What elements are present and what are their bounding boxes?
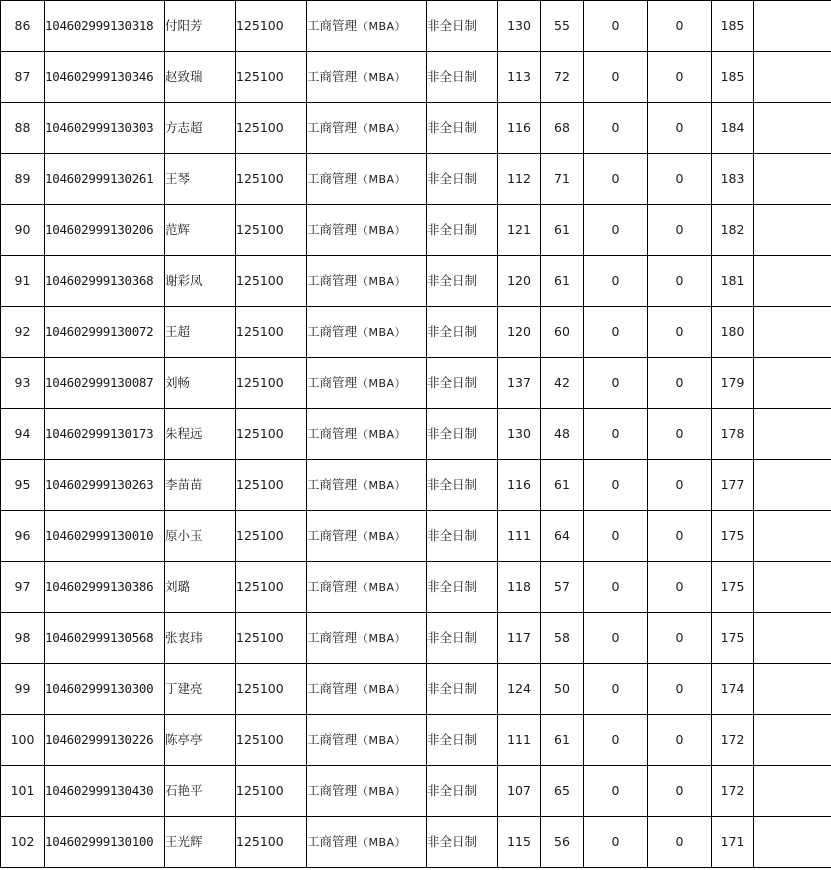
cell-total-score: 178 [712,409,754,460]
cell-empty [754,1,831,52]
cell-score-3: 0 [584,766,648,817]
major-degree-suffix: （MBA） [357,682,407,696]
cell-empty [754,307,831,358]
cell-score-2: 61 [541,256,584,307]
cell-seq: 88 [1,103,45,154]
cell-score-1: 120 [498,307,541,358]
cell-exam-number: 104602999130226 [45,715,165,766]
cell-score-1: 113 [498,52,541,103]
cell-seq: 91 [1,256,45,307]
cell-score-4: 0 [648,817,712,868]
cell-total-score: 181 [712,256,754,307]
cell-exam-number: 104602999130346 [45,52,165,103]
cell-name: 丁建亮 [165,664,236,715]
cell-score-2: 60 [541,307,584,358]
table-row [1,103,831,154]
major-degree-suffix: （MBA） [357,478,407,492]
major-degree-suffix: （MBA） [357,19,407,33]
cell-score-4: 0 [648,460,712,511]
cell-empty [754,613,831,664]
cell-seq: 97 [1,562,45,613]
cell-major-code: 125100 [236,511,307,562]
cell-score-1: 120 [498,256,541,307]
cell-name: 刘畅 [165,358,236,409]
cell-score-4: 0 [648,256,712,307]
cell-major-code: 125100 [236,613,307,664]
cell-major-name: 工商管理（MBA） [307,205,427,256]
cell-seq: 92 [1,307,45,358]
cell-score-2: 56 [541,817,584,868]
major-degree-suffix: （MBA） [357,70,407,84]
major-degree-suffix: （MBA） [357,733,407,747]
cell-score-4: 0 [648,766,712,817]
cell-major-code: 125100 [236,307,307,358]
cell-score-2: 57 [541,562,584,613]
cell-exam-number: 104602999130568 [45,613,165,664]
cell-empty [754,358,831,409]
cell-score-4: 0 [648,409,712,460]
cell-empty [754,562,831,613]
cell-study-mode: 非全日制 [427,715,498,766]
cell-major-name: 工商管理（MBA） [307,358,427,409]
cell-empty [754,409,831,460]
major-degree-suffix: （MBA） [357,580,407,594]
cell-major-name: 工商管理（MBA） [307,766,427,817]
major-degree-suffix: （MBA） [357,121,407,135]
cell-score-3: 0 [584,307,648,358]
cell-total-score: 175 [712,511,754,562]
cell-major-code: 125100 [236,409,307,460]
cell-name: 范辉 [165,205,236,256]
table-row [1,256,831,307]
cell-empty [754,511,831,562]
cell-empty [754,817,831,868]
cell-name: 朱程远 [165,409,236,460]
cell-score-4: 0 [648,205,712,256]
table-row [1,307,831,358]
cell-score-3: 0 [584,664,648,715]
cell-seq: 102 [1,817,45,868]
cell-empty [754,205,831,256]
table-row [1,766,831,817]
cell-score-3: 0 [584,613,648,664]
cell-score-3: 0 [584,817,648,868]
cell-study-mode: 非全日制 [427,511,498,562]
major-degree-suffix: （MBA） [357,325,407,339]
cell-score-4: 0 [648,562,712,613]
cell-exam-number: 104602999130386 [45,562,165,613]
cell-exam-number: 104602999130010 [45,511,165,562]
cell-major-code: 125100 [236,154,307,205]
cell-score-3: 0 [584,358,648,409]
cell-total-score: 183 [712,154,754,205]
cell-total-score: 185 [712,52,754,103]
major-degree-suffix: （MBA） [357,784,407,798]
cell-exam-number: 104602999130318 [45,1,165,52]
cell-major-code: 125100 [236,715,307,766]
cell-empty [754,766,831,817]
cell-score-3: 0 [584,52,648,103]
cell-exam-number: 104602999130087 [45,358,165,409]
table-row [1,154,831,205]
cell-name: 赵致瑞 [165,52,236,103]
cell-empty [754,664,831,715]
cell-score-3: 0 [584,409,648,460]
cell-score-2: 61 [541,460,584,511]
cell-score-2: 42 [541,358,584,409]
cell-score-2: 65 [541,766,584,817]
cell-study-mode: 非全日制 [427,817,498,868]
major-degree-suffix: （MBA） [357,376,407,390]
cell-total-score: 175 [712,562,754,613]
cell-score-2: 68 [541,103,584,154]
cell-score-4: 0 [648,358,712,409]
cell-major-code: 125100 [236,103,307,154]
cell-name: 谢彩凤 [165,256,236,307]
cell-major-code: 125100 [236,817,307,868]
cell-score-1: 137 [498,358,541,409]
cell-major-name: 工商管理（MBA） [307,460,427,511]
cell-score-4: 0 [648,664,712,715]
cell-score-1: 116 [498,460,541,511]
cell-score-2: 50 [541,664,584,715]
cell-score-4: 0 [648,52,712,103]
cell-exam-number: 104602999130173 [45,409,165,460]
cell-total-score: 184 [712,103,754,154]
cell-score-2: 61 [541,715,584,766]
cell-name: 方志超 [165,103,236,154]
cell-total-score: 185 [712,1,754,52]
cell-score-4: 0 [648,1,712,52]
cell-total-score: 175 [712,613,754,664]
cell-name: 王超 [165,307,236,358]
cell-seq: 87 [1,52,45,103]
cell-major-name: 工商管理（MBA） [307,307,427,358]
cell-seq: 86 [1,1,45,52]
cell-major-code: 125100 [236,1,307,52]
cell-exam-number: 104602999130300 [45,664,165,715]
cell-total-score: 174 [712,664,754,715]
cell-total-score: 172 [712,715,754,766]
cell-score-1: 121 [498,205,541,256]
cell-name: 原小玉 [165,511,236,562]
table-row [1,409,831,460]
table-row [1,817,831,868]
cell-major-name: 工商管理（MBA） [307,613,427,664]
cell-total-score: 177 [712,460,754,511]
cell-major-code: 125100 [236,358,307,409]
table-row [1,562,831,613]
cell-score-2: 48 [541,409,584,460]
table-row [1,664,831,715]
cell-score-3: 0 [584,103,648,154]
cell-major-code: 125100 [236,766,307,817]
cell-empty [754,154,831,205]
cell-score-1: 130 [498,1,541,52]
cell-score-1: 107 [498,766,541,817]
cell-total-score: 182 [712,205,754,256]
cell-seq: 94 [1,409,45,460]
table-row [1,613,831,664]
cell-score-2: 55 [541,1,584,52]
cell-score-3: 0 [584,205,648,256]
cell-exam-number: 104602999130263 [45,460,165,511]
cell-score-2: 58 [541,613,584,664]
cell-major-code: 125100 [236,664,307,715]
cell-total-score: 172 [712,766,754,817]
cell-major-name: 工商管理（MBA） [307,715,427,766]
cell-study-mode: 非全日制 [427,664,498,715]
cell-major-name: 工商管理（MBA） [307,52,427,103]
cell-score-1: 112 [498,154,541,205]
cell-seq: 100 [1,715,45,766]
table-body [1,1,831,868]
cell-score-4: 0 [648,307,712,358]
cell-empty [754,256,831,307]
cell-name: 李苗苗 [165,460,236,511]
cell-name: 石艳平 [165,766,236,817]
cell-study-mode: 非全日制 [427,52,498,103]
cell-score-1: 116 [498,103,541,154]
cell-total-score: 179 [712,358,754,409]
cell-major-code: 125100 [236,562,307,613]
cell-study-mode: 非全日制 [427,103,498,154]
cell-total-score: 171 [712,817,754,868]
cell-study-mode: 非全日制 [427,256,498,307]
cell-major-code: 125100 [236,256,307,307]
cell-major-name: 工商管理（MBA） [307,817,427,868]
cell-seq: 90 [1,205,45,256]
cell-study-mode: 非全日制 [427,358,498,409]
cell-study-mode: 非全日制 [427,460,498,511]
cell-score-4: 0 [648,103,712,154]
table-row [1,460,831,511]
table-row [1,52,831,103]
cell-major-name: 工商管理（MBA） [307,1,427,52]
major-degree-suffix: （MBA） [357,631,407,645]
cell-exam-number: 104602999130072 [45,307,165,358]
major-degree-suffix: （MBA） [357,427,407,441]
cell-major-name: 工商管理（MBA） [307,664,427,715]
cell-study-mode: 非全日制 [427,154,498,205]
cell-exam-number: 104602999130303 [45,103,165,154]
cell-seq: 101 [1,766,45,817]
cell-exam-number: 104602999130100 [45,817,165,868]
cell-empty [754,460,831,511]
cell-name: 王琴 [165,154,236,205]
cell-score-1: 118 [498,562,541,613]
cell-score-2: 71 [541,154,584,205]
cell-total-score: 180 [712,307,754,358]
cell-score-3: 0 [584,256,648,307]
cell-study-mode: 非全日制 [427,613,498,664]
table-row [1,205,831,256]
major-degree-suffix: （MBA） [357,274,407,288]
cell-major-name: 工商管理（MBA） [307,256,427,307]
cell-study-mode: 非全日制 [427,562,498,613]
cell-score-4: 0 [648,154,712,205]
cell-score-3: 0 [584,715,648,766]
cell-score-4: 0 [648,715,712,766]
cell-seq: 89 [1,154,45,205]
cell-major-name: 工商管理（MBA） [307,103,427,154]
cell-name: 付阳芳 [165,1,236,52]
cell-name: 王光辉 [165,817,236,868]
cell-major-name: 工商管理（MBA） [307,154,427,205]
cell-empty [754,52,831,103]
cell-major-code: 125100 [236,460,307,511]
cell-score-1: 115 [498,817,541,868]
cell-empty [754,715,831,766]
cell-score-1: 111 [498,511,541,562]
major-degree-suffix: （MBA） [357,835,407,849]
cell-score-3: 0 [584,511,648,562]
cell-study-mode: 非全日制 [427,766,498,817]
table-row [1,715,831,766]
cell-major-name: 工商管理（MBA） [307,562,427,613]
cell-seq: 95 [1,460,45,511]
cell-study-mode: 非全日制 [427,205,498,256]
cell-name: 张衷玮 [165,613,236,664]
cell-empty [754,103,831,154]
cell-score-3: 0 [584,562,648,613]
cell-exam-number: 104602999130368 [45,256,165,307]
cell-score-1: 117 [498,613,541,664]
cell-name: 陈亭亭 [165,715,236,766]
cell-seq: 93 [1,358,45,409]
cell-seq: 99 [1,664,45,715]
cell-major-code: 125100 [236,205,307,256]
cell-major-name: 工商管理（MBA） [307,511,427,562]
cell-major-name: 工商管理（MBA） [307,409,427,460]
cell-exam-number: 104602999130430 [45,766,165,817]
table-row [1,358,831,409]
cell-score-3: 0 [584,1,648,52]
cell-score-2: 61 [541,205,584,256]
cell-name: 刘璐 [165,562,236,613]
cell-score-3: 0 [584,154,648,205]
cell-exam-number: 104602999130261 [45,154,165,205]
cell-study-mode: 非全日制 [427,307,498,358]
table-row [1,511,831,562]
major-degree-suffix: （MBA） [357,223,407,237]
cell-score-2: 64 [541,511,584,562]
cell-major-code: 125100 [236,52,307,103]
cell-score-1: 124 [498,664,541,715]
major-degree-suffix: （MBA） [357,529,407,543]
cell-score-3: 0 [584,460,648,511]
cell-score-1: 111 [498,715,541,766]
cell-seq: 98 [1,613,45,664]
cell-study-mode: 非全日制 [427,409,498,460]
table-row [1,1,831,52]
cell-exam-number: 104602999130206 [45,205,165,256]
cell-score-1: 130 [498,409,541,460]
cell-study-mode: 非全日制 [427,1,498,52]
cell-score-4: 0 [648,613,712,664]
cell-score-2: 72 [541,52,584,103]
cell-score-4: 0 [648,511,712,562]
major-degree-suffix: （MBA） [357,172,407,186]
cell-seq: 96 [1,511,45,562]
